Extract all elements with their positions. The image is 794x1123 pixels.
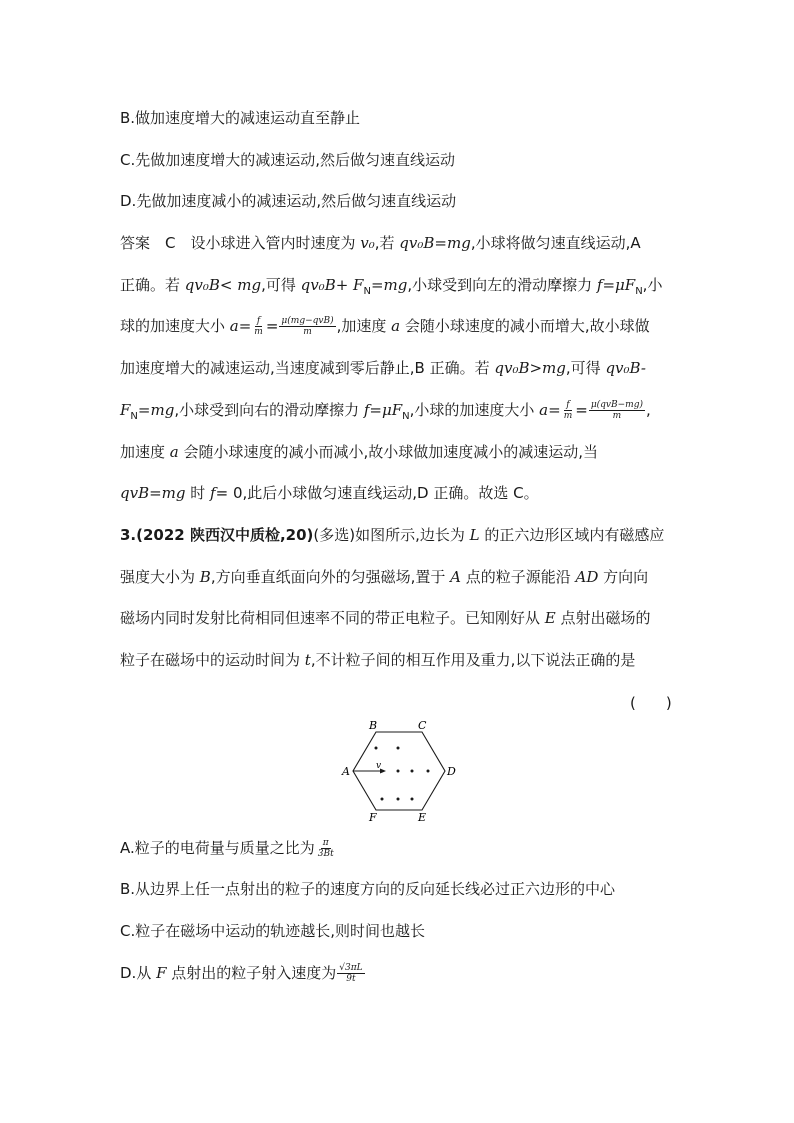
option-d: D.从 F 点射出的粒子射入速度为 $\frac{√3\pi L}{9t}$ [120,963,363,984]
vertex-label-e: E [418,811,427,824]
answer-line-6: 加速度 a 会随小球速度的减小而减小,故小球做加速度减小的减速运动,当 [120,443,599,461]
question-3-line-3: 磁场内同时发射比荷相同但速率不同的带正电粒子。已知刚好从 E 点射出磁场的 [120,609,651,627]
field-dots [375,747,430,801]
answer-line-4: 加速度增大的减速运动,当速度减到零后静止,B 正确。若 qv₀B>mg,可得 qv₀B- [120,359,646,377]
option-a: A.粒子的电荷量与质量之比为 $\frac{\pi}{3Bt}$ [120,838,334,859]
fraction: $\frac{\text{μ(qvB−mg)}}{m}$ [590,400,643,421]
vertex-label-f: F [369,811,377,824]
hexagon-figure [336,718,466,826]
fraction: $\frac{\pi}{3Bt}$ [317,838,334,859]
question-3-line-1: 3.(2022 陕西汉中质检,20)(多选)如图所示,边长为 L 的正六边形区域内有磁感应 [120,526,665,544]
option-c: C.粒子在磁场中运动的轨迹越长,则时间也越长 [120,922,426,940]
option-b: B.从边界上任一点射出的粒子的速度方向的反向延长线必过正六边形的中心 [120,880,616,898]
answer-line-5: $F_N=mg$,小球受到向右的滑动摩擦力 $f=\mu F_N$,小球的加速度大小 a= $\frac{f}{m}$ = $\frac{\text{μ(qvB−mg)}}{m}$ , [120,400,651,422]
answer-line-3: 球的加速度大小 a= $\frac{f}{m}$ = $\frac{\text{μ(mg−qvB)}}{m}$ ,加速度 a 会随小球速度的减小而增大,故小球做 [120,316,650,337]
answer-line-2: 正确。若 qv₀B< mg,可得 $qv_0B+ F_N=mg$,小球受到向左的滑动摩擦力 $f=\mu F_N$,小 [120,276,663,297]
option-c-prev: C.先做加速度增大的减速运动,然后做匀速直线运动 [120,151,456,169]
question-3-line-4: 粒子在磁场中的运动时间为 t,不计粒子间的相互作用及重力,以下说法正确的是 [120,651,636,669]
vertex-label-a: A [342,765,350,778]
answer-line-7: qvB=mg 时 f= 0,此后小球做匀速直线运动,D 正确。故选 C。 [120,484,539,502]
vertex-label-c: C [418,719,427,732]
fraction: $\frac{f}{m}$ [563,400,573,421]
fraction: $\frac{\text{μ(mg−qvB)}}{m}$ [281,316,334,337]
vertex-label-d: D [447,765,456,778]
question-3-line-2: 强度大小为 B,方向垂直纸面向外的匀强磁场,置于 A 点的粒子源能沿 AD 方向向 [120,568,649,586]
question-3-number: 3.(2022 陕西汉中质检,20) [120,526,314,544]
option-b-prev: B.做加速度增大的减速运动直至静止 [120,109,361,127]
velocity-label: v [376,761,382,771]
fraction: $\frac{f}{m}$ [254,316,263,337]
option-d-prev: D.先做加速度减小的减速运动,然后做匀速直线运动 [120,192,457,210]
fraction: $\frac{√3\pi L}{9t}$ [339,963,363,984]
answer-parentheses: ( ) [630,694,672,712]
vertex-label-b: B [369,719,378,732]
answer-line-1: 答案 C 设小球进入管内时速度为 v₀,若 qv₀B=mg,小球将做匀速直线运动,A [120,234,641,252]
